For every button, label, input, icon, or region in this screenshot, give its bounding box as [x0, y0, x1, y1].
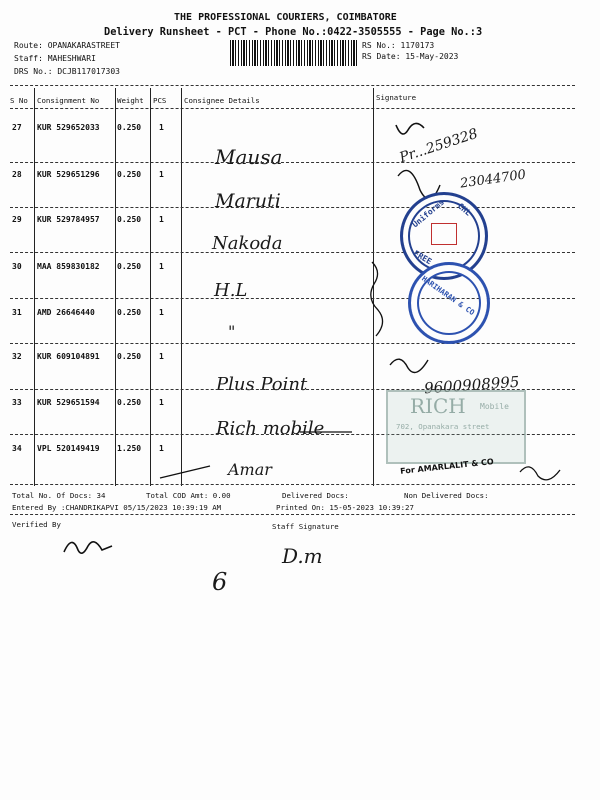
verified-by-label: Verified By	[12, 520, 61, 529]
drs-number: DRS No.: DCJB117017303	[14, 67, 120, 76]
uniforms-stamp-top-text: Uniforms	[410, 197, 446, 230]
col-header-consignee: Consignee Details	[184, 96, 260, 105]
total-docs: Total No. Of Docs: 34	[12, 491, 106, 500]
row-consignment: KUR 529652033	[37, 123, 100, 132]
signature-tick-mark	[396, 123, 424, 134]
col-header-sno: S No	[10, 96, 28, 105]
verified-signature	[58, 532, 118, 562]
row-pcs: 1	[159, 398, 164, 407]
non-delivered-docs: Non Delivered Docs:	[404, 491, 489, 500]
row-sno: 29	[12, 215, 22, 224]
footer-rule	[10, 514, 575, 515]
handwritten-page-number: 6	[212, 568, 228, 596]
row-consignment: AMD 26646440	[37, 308, 95, 317]
col-header-consignment: Consignment No	[37, 96, 100, 105]
row-pcs: 1	[159, 444, 164, 453]
row-sno: 32	[12, 352, 22, 361]
signature-scribble-row32	[390, 359, 428, 372]
col-header-weight: Weight	[117, 96, 144, 105]
amarlalit-stamp: For AMARLALIT & CO	[399, 457, 495, 476]
row-weight: 1.250	[117, 444, 142, 453]
staff-label: Staff: MAHESHWARI	[14, 54, 96, 63]
row-handwritten-name: "	[228, 322, 236, 341]
row-sno: 28	[12, 170, 22, 179]
col-divider-5	[373, 88, 374, 486]
col-divider-1	[34, 88, 35, 486]
row-divider	[10, 162, 575, 163]
row-pcs: 1	[159, 123, 164, 132]
col-divider-2	[115, 88, 116, 486]
row-divider	[10, 298, 575, 299]
row-divider	[10, 207, 575, 208]
row-handwritten-name: Rich mobile	[216, 418, 325, 439]
staff-signature-mark: D.m	[282, 544, 323, 568]
staff-signature-label: Staff Signature	[272, 522, 339, 531]
written-phone-number: 9600908995	[423, 372, 520, 398]
row-divider	[10, 343, 575, 344]
row-handwritten-name: Nakoda	[212, 233, 283, 254]
runsheet-subtitle: Delivery Runsheet - PCT - Phone No.:0422-3505555 - Page No.:3	[104, 26, 483, 38]
signature-scribble-row34	[520, 467, 560, 480]
row-divider	[10, 252, 575, 253]
col-divider-4	[181, 88, 182, 486]
uniforms-stamp-side-text: CHL	[455, 201, 473, 218]
written-number-top-2: 23044700	[459, 167, 527, 192]
barcode	[230, 40, 358, 66]
row-consignment: KUR 529784957	[37, 215, 100, 224]
row-weight: 0.250	[117, 352, 142, 361]
row-consignment: MAA 859830182	[37, 262, 100, 271]
hariharan-stamp	[408, 262, 490, 344]
header-rule-top	[10, 85, 575, 86]
printed-on: Printed On: 15-05-2023 10:39:27	[276, 503, 414, 512]
row-weight: 0.250	[117, 215, 142, 224]
row-handwritten-name: Maruti	[215, 190, 281, 212]
row-weight: 0.250	[117, 123, 142, 132]
row-sno: 31	[12, 308, 22, 317]
row-sno: 30	[12, 262, 22, 271]
rs-date: RS Date: 15-May-2023	[362, 52, 459, 61]
row-pcs: 1	[159, 352, 164, 361]
row-handwritten-name: H.L	[214, 280, 248, 301]
rich-mobile-stamp	[386, 390, 526, 464]
col-divider-3	[150, 88, 151, 486]
hariharan-stamp-text: HARIHARAN & CO	[420, 273, 477, 318]
rich-stamp-sub: Mobile	[480, 402, 509, 411]
row-handwritten-name: Amar	[228, 460, 272, 479]
row-pcs: 1	[159, 262, 164, 271]
written-number-top-1: Pr...259328	[397, 125, 480, 167]
row-pcs: 1	[159, 170, 164, 179]
row-consignment: VPL 520149419	[37, 444, 100, 453]
total-cod: Total COD Amt: 0.00	[146, 491, 231, 500]
row-weight: 0.250	[117, 170, 142, 179]
col-header-pcs: PCS	[153, 96, 167, 105]
row-sno: 34	[12, 444, 22, 453]
row-weight: 0.250	[117, 308, 142, 317]
entered-by: Entered By :CHANDRIKAPVI 05/15/2023 10:39:19 AM	[12, 503, 222, 512]
row-handwritten-name: Mausa	[215, 145, 283, 169]
rich-stamp-name: RICH	[410, 394, 466, 418]
row-consignment: KUR 609104891	[37, 352, 100, 361]
uniforms-stamp-bottom-text: FREE	[412, 248, 434, 267]
route-label: Route: OPANAKARASTREET	[14, 41, 120, 50]
row-weight: 0.250	[117, 398, 142, 407]
col-header-signature: Signature	[376, 93, 417, 102]
row-handwritten-name: Plus Point	[216, 374, 308, 395]
row-weight: 0.250	[117, 262, 142, 271]
delivered-docs: Delivered Docs:	[282, 491, 349, 500]
rich-stamp-address: 702, Opanakara street	[396, 422, 490, 431]
consignee-dash-row34	[160, 466, 210, 478]
rs-number: RS No.: 1170173	[362, 41, 435, 50]
header-rule-bottom	[10, 108, 575, 109]
row-consignment: KUR 529651296	[37, 170, 100, 179]
company-title: THE PROFESSIONAL COURIERS, COIMBATORE	[174, 12, 397, 23]
row-sno: 33	[12, 398, 22, 407]
row-pcs: 1	[159, 308, 164, 317]
row-divider	[10, 484, 575, 485]
row-pcs: 1	[159, 215, 164, 224]
uniforms-stamp-center-mark	[431, 223, 457, 245]
row-consignment: KUR 529651594	[37, 398, 100, 407]
row-sno: 27	[12, 123, 22, 132]
